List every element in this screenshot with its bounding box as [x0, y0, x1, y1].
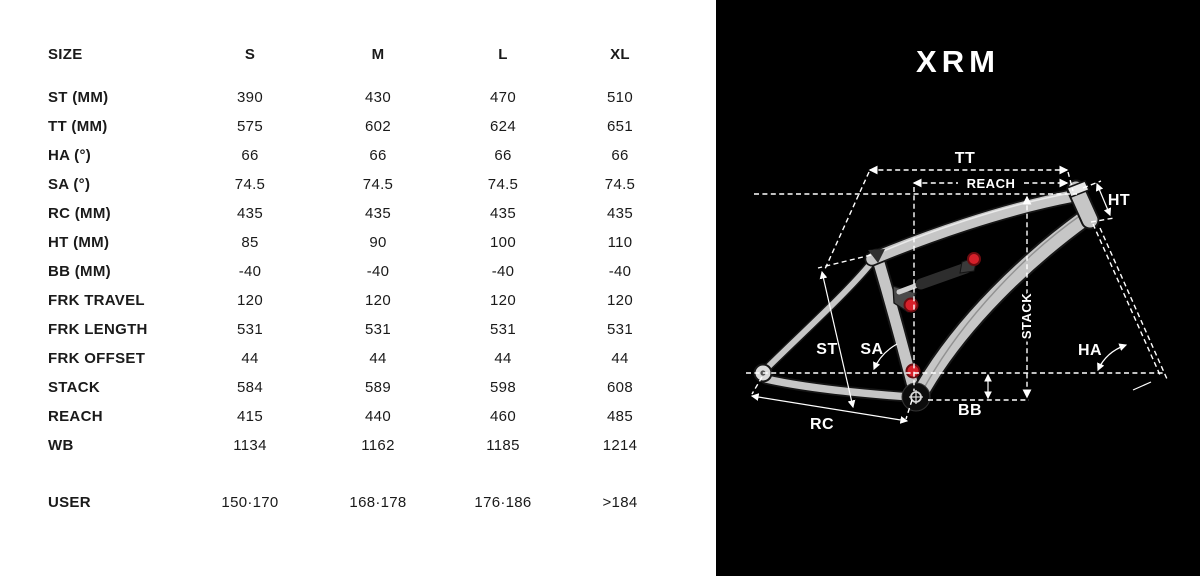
dim-label-reach: REACH	[966, 176, 1016, 191]
table-row	[48, 170, 678, 199]
cell-value: -40	[491, 263, 515, 280]
cell-value: -40	[238, 263, 262, 280]
table-row	[48, 431, 678, 460]
table-row	[48, 228, 678, 257]
row-label: USER	[48, 494, 91, 511]
table-row	[48, 257, 678, 286]
cell-value: 531	[237, 321, 263, 338]
table-body	[48, 83, 678, 460]
row-label: HT (MM)	[48, 234, 110, 251]
cell-value: 1134	[233, 437, 267, 454]
table-row	[48, 112, 678, 141]
cell-value: 1214	[602, 437, 638, 454]
cell-value: 435	[365, 205, 391, 222]
header-gap	[48, 69, 678, 83]
cell-value: 74.5	[362, 176, 394, 193]
cell-value: 44	[494, 350, 512, 367]
shock-body	[921, 268, 966, 284]
cell-value: 100	[490, 234, 516, 251]
row-label: WB	[48, 437, 74, 454]
pivot-dot	[905, 299, 918, 312]
table-header-row	[48, 40, 678, 69]
row-label: FRK LENGTH	[48, 321, 148, 338]
dim-label-tt: TT	[954, 150, 976, 167]
cell-value: 90	[369, 234, 387, 251]
row-label: STACK	[48, 379, 101, 396]
cell-value: 120	[237, 292, 263, 309]
cell-value: 435	[237, 205, 263, 222]
row-label: TT (MM)	[48, 118, 108, 135]
cell-value: 624	[490, 118, 516, 135]
product-panel	[716, 0, 1200, 576]
pivot-dot	[968, 253, 980, 265]
dim-label-stack: STACK	[1019, 292, 1034, 340]
cell-value: -40	[366, 263, 390, 280]
cell-value: 74.5	[234, 176, 266, 193]
column-header-size: SIZE	[48, 46, 83, 63]
cell-value: 598	[490, 379, 516, 396]
cell-value: 460	[490, 408, 516, 425]
table-row	[48, 286, 678, 315]
dim-label-ha: HA	[1077, 342, 1103, 359]
cell-value: 110	[607, 234, 633, 251]
cell-value: 651	[607, 118, 633, 135]
cell-value: 575	[237, 118, 263, 135]
cell-value: 44	[241, 350, 259, 367]
row-label: BB (MM)	[48, 263, 111, 280]
cell-value: 66	[494, 147, 512, 164]
cell-value: 390	[237, 89, 263, 106]
pivot-dot	[907, 365, 920, 378]
cell-value: 531	[490, 321, 516, 338]
column-header-l: L	[498, 46, 508, 63]
row-label: SA (°)	[48, 176, 91, 193]
cell-value: -40	[608, 263, 632, 280]
bike-frame-illustration	[755, 181, 1091, 411]
cell-value: 74.5	[604, 176, 636, 193]
cell-value: 531	[365, 321, 391, 338]
cell-value: 430	[365, 89, 391, 106]
cell-value: 415	[237, 408, 263, 425]
table-row	[48, 315, 678, 344]
product-title: XRM	[916, 44, 1000, 79]
cell-value: 176·186	[474, 494, 532, 511]
cell-value: 85	[241, 234, 259, 251]
ha-angle-arc	[1098, 345, 1126, 370]
column-header-s: S	[244, 46, 256, 63]
geometry-table	[48, 40, 678, 517]
column-header-m: M	[371, 46, 385, 63]
dim-label-bb: BB	[957, 402, 983, 419]
cell-value: 66	[241, 147, 259, 164]
cell-value: 74.5	[487, 176, 519, 193]
table-row	[48, 83, 678, 112]
cell-value: 120	[607, 292, 633, 309]
table-row	[48, 344, 678, 373]
cell-value: 66	[611, 147, 629, 164]
table-row-user	[48, 488, 678, 517]
cell-value: 66	[369, 147, 387, 164]
cell-value: 150·170	[221, 494, 279, 511]
cell-value: 485	[607, 408, 633, 425]
cell-value: 510	[607, 89, 633, 106]
dim-label-ht: HT	[1107, 192, 1131, 209]
user-gap	[48, 460, 678, 488]
cell-value: 602	[365, 118, 391, 135]
cell-value: 120	[490, 292, 516, 309]
dim-label-st: ST	[816, 341, 838, 358]
cell-value: 435	[490, 205, 516, 222]
cell-value: 1185	[486, 437, 520, 454]
cell-value: >184	[602, 494, 638, 511]
dim-label-rc: RC	[809, 416, 835, 433]
cell-value: 1162	[361, 437, 395, 454]
cell-value: 168·178	[349, 494, 407, 511]
cell-value: 531	[607, 321, 633, 338]
table-row	[48, 199, 678, 228]
row-label: ST (MM)	[48, 89, 109, 106]
table-row	[48, 402, 678, 431]
row-label: RC (MM)	[48, 205, 111, 222]
row-label: REACH	[48, 408, 103, 425]
cell-value: 470	[490, 89, 516, 106]
dim-label-sa: SA	[860, 341, 884, 358]
cell-value: 589	[365, 379, 391, 396]
cell-value: 608	[607, 379, 633, 396]
cell-value: 44	[611, 350, 629, 367]
row-label: HA (°)	[48, 147, 92, 164]
table-row	[48, 373, 678, 402]
row-label: FRK TRAVEL	[48, 292, 145, 309]
column-header-xl: XL	[610, 46, 630, 63]
cell-value: 435	[607, 205, 633, 222]
cell-value: 44	[369, 350, 387, 367]
cell-value: 584	[237, 379, 263, 396]
row-label: FRK OFFSET	[48, 350, 146, 367]
cell-value: 120	[365, 292, 391, 309]
steering-axis-line	[1093, 224, 1160, 375]
geometry-diagram	[716, 0, 1200, 576]
cell-value: 440	[365, 408, 391, 425]
table-row	[48, 141, 678, 170]
